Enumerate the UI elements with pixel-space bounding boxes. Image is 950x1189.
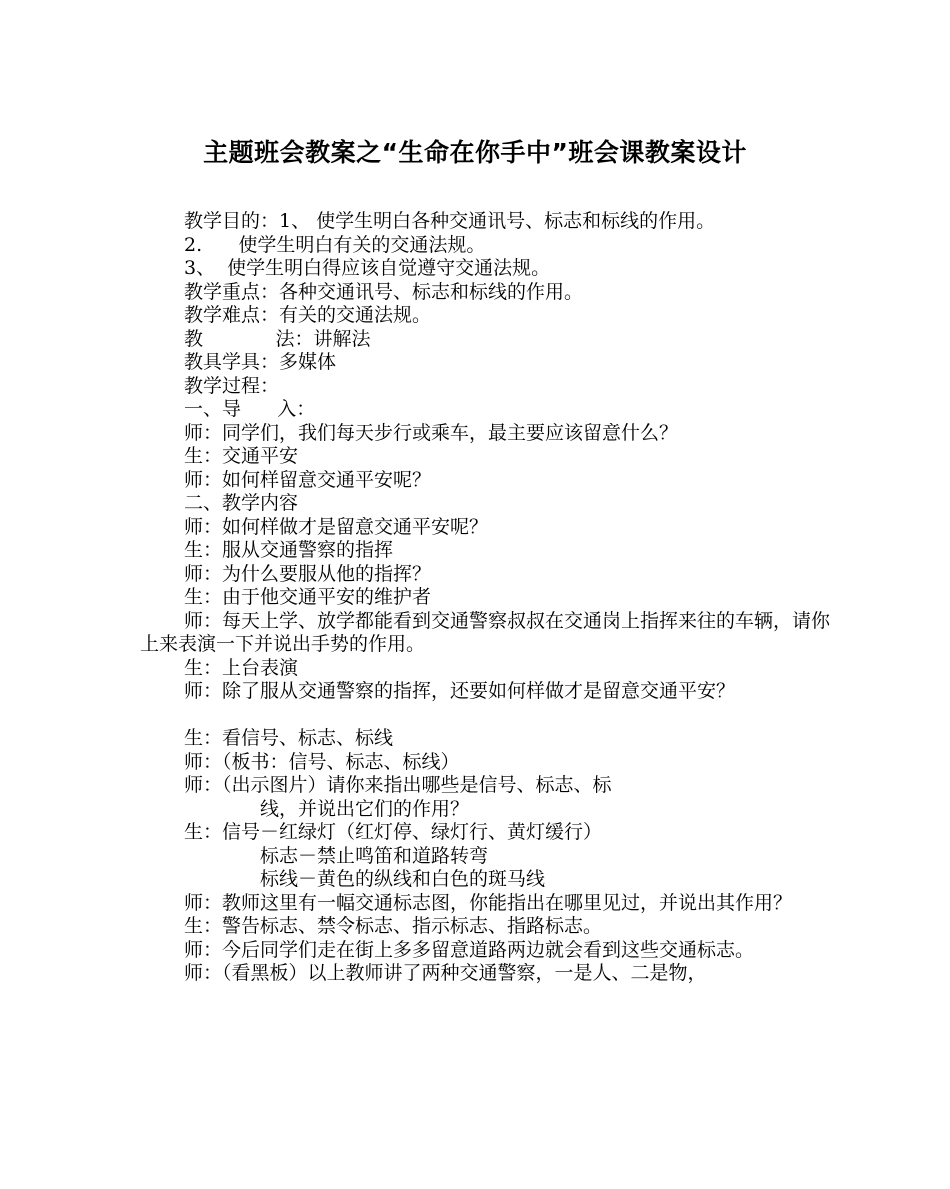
- paragraph: 生：上台表演: [184, 656, 299, 679]
- paragraph: 教学难点：有关的交通法规。: [184, 304, 432, 326]
- paragraph: 师：为什么要服从他的指挥？: [184, 562, 432, 585]
- paragraph: 教 法：讲解法: [184, 327, 371, 350]
- paragraph: 生：警告标志、禁令标志、指示标志、指路标志。: [184, 915, 603, 937]
- paragraph: 教学过程：: [184, 374, 280, 397]
- paragraph: 师：如何样做才是留意交通平安呢？: [184, 515, 489, 538]
- paragraph: 教学重点：各种交通讯号、标志和标线的作用。: [184, 280, 584, 303]
- document-body: [140, 210, 830, 986]
- paragraph: 师：每天上学、放学都能看到交通警察叔叔在交通岗上指挥来往的车辆，请你上来表演一下并说出手势的作用。: [140, 609, 831, 655]
- paragraph: 师：同学们，我们每天步行或乘车，最主要应该留意什么？: [184, 421, 679, 444]
- paragraph: 师：（板书：信号、标志、标线）: [184, 750, 460, 773]
- paragraph: 生：信号－红绿灯（红灯停、绿灯行、黄灯缓行）: [184, 821, 603, 843]
- paragraph: 教具学具：多媒体: [184, 351, 337, 373]
- paragraph: 生：由于他交通平安的维护者: [184, 586, 432, 608]
- blank-line: [140, 704, 830, 728]
- paragraph: 师：（看黑板）以上教师讲了两种交通警察，一是人、二是物，: [184, 962, 707, 984]
- paragraph: 师：（出示图片）请你来指出哪些是信号、标志、标: [184, 774, 612, 796]
- paragraph: 3、 使学生明白得应该自觉遵守交通法规。: [184, 257, 551, 279]
- paragraph: 标线－黄色的纵线和白色的斑马线: [260, 868, 546, 890]
- paragraph: 标志－禁止鸣笛和道路转弯: [260, 844, 489, 867]
- paragraph: 教学目的：1、 使学生明白各种交通讯号、标志和标线的作用。: [184, 210, 716, 232]
- paragraph: 2. 使学生明白有关的交通法规。: [184, 233, 486, 256]
- paragraph: 一、导 入：: [184, 398, 316, 420]
- paragraph: 师：如何样留意交通平安呢？: [184, 468, 432, 491]
- paragraph: 线，并说出它们的作用？: [260, 797, 470, 820]
- paragraph: 师：今后同学们走在街上多多留意道路两边就会看到这些交通标志。: [184, 938, 755, 961]
- document-title: 主题班会教案之“生命在你手中”班会课教案设计: [203, 138, 747, 167]
- paragraph: 生：看信号、标志、标线: [184, 727, 394, 749]
- paragraph: 生：交通平安: [184, 445, 299, 467]
- paragraph: 师：教师这里有一幅交通标志图，你能指出在哪里见过，并说出其作用？: [184, 891, 793, 914]
- paragraph: 师：除了服从交通警察的指挥，还要如何样做才是留意交通平安？: [184, 680, 736, 702]
- paragraph: 生：服从交通警察的指挥: [184, 539, 394, 561]
- paragraph: 二、教学内容: [184, 492, 299, 514]
